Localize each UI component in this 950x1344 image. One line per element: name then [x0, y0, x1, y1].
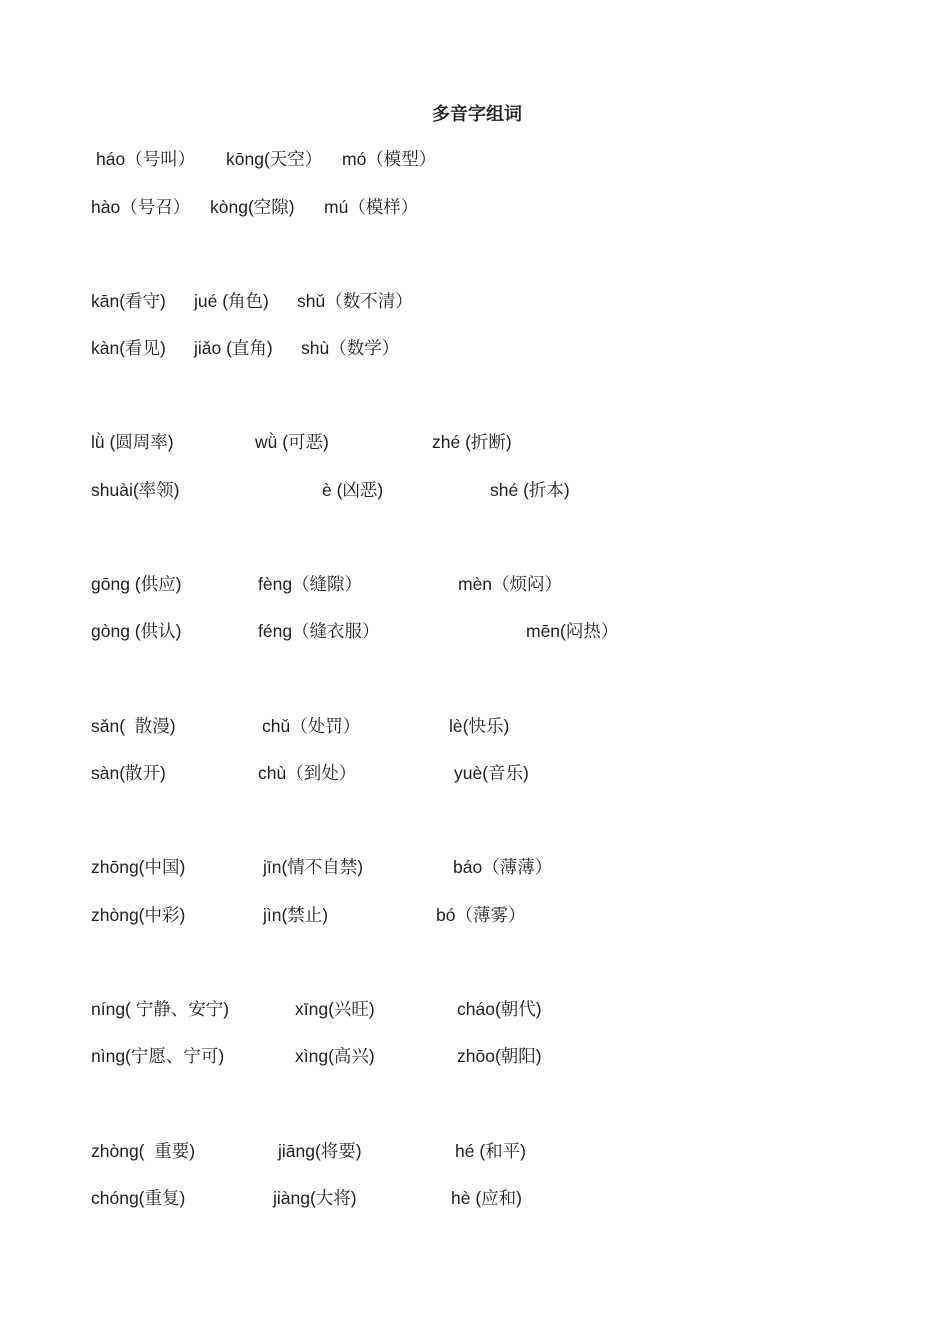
- entry-text: kōng(天空）: [226, 149, 323, 169]
- list-item: [0, 1044, 950, 1070]
- entry-text: zhòng(中彩): [91, 905, 186, 925]
- entry-text: jué (角色): [194, 291, 269, 311]
- entry-text: mó（模型）: [342, 149, 437, 169]
- list-item: [0, 761, 950, 787]
- entry-text: zhōng(中国): [91, 857, 186, 877]
- entry-text: hào（号召）: [91, 197, 191, 217]
- list-item: [0, 430, 950, 456]
- entry-text: kān(看守): [91, 291, 166, 311]
- entry-text: yuè(音乐): [454, 763, 529, 783]
- entry-text: mú（模样）: [324, 197, 419, 217]
- entry-text: nìng(宁愿、宁可): [91, 1046, 225, 1066]
- entry-text: cháo(朝代): [457, 999, 542, 1019]
- entry-text: shù（数学）: [301, 338, 400, 358]
- list-item: [0, 478, 950, 504]
- entry-text: lè(快乐): [449, 716, 510, 736]
- entry-text: háo（号叫）: [96, 149, 196, 169]
- entry-text: féng（缝衣服）: [258, 621, 380, 641]
- entry-text: shuài(率领): [91, 480, 180, 500]
- entry-text: chù（到处）: [258, 763, 357, 783]
- entry-text: chǔ（处罚）: [262, 716, 361, 736]
- entry-text: sàn(散开): [91, 763, 166, 783]
- entry-text: mèn（烦闷）: [458, 574, 563, 594]
- list-item: [0, 195, 950, 221]
- list-item: [0, 572, 950, 598]
- entry-text: zhòng( 重要): [91, 1141, 196, 1161]
- entry-text: fèng（缝隙）: [258, 574, 363, 594]
- entry-text: chóng(重复): [91, 1188, 186, 1208]
- entry-text: sǎn( 散漫): [91, 716, 176, 736]
- entry-text: shé (折本): [490, 480, 570, 500]
- entry-text: lǜ (圆周率): [91, 432, 174, 452]
- entry-text: wǜ (可恶): [255, 432, 329, 452]
- entry-text: zhōo(朝阳): [457, 1046, 542, 1066]
- entry-text: è (凶恶): [322, 480, 384, 500]
- list-item: [0, 903, 950, 929]
- entry-text: xìng(高兴): [295, 1046, 375, 1066]
- list-item: [0, 855, 950, 881]
- entry-text: shǔ（数不清）: [297, 291, 413, 311]
- entry-text: mēn(闷热）: [526, 621, 619, 641]
- entry-text: báo（薄薄）: [453, 857, 553, 877]
- page-title: 多音字组词: [432, 104, 522, 124]
- entry-text: gòng (供认): [91, 621, 182, 641]
- entry-text: bó（薄雾）: [436, 905, 526, 925]
- list-item: [0, 336, 950, 362]
- entry-text: jiàng(大将): [273, 1188, 357, 1208]
- entry-text: níng( 宁静、安宁): [91, 999, 230, 1019]
- list-item: [0, 1186, 950, 1212]
- list-item: [0, 714, 950, 740]
- list-item: [0, 147, 950, 173]
- entry-text: jīn(情不自禁): [263, 857, 364, 877]
- entry-text: kòng(空隙): [210, 197, 295, 217]
- entry-text: hè (应和): [451, 1188, 522, 1208]
- entry-text: zhé (折断): [432, 432, 512, 452]
- entry-text: jiǎo (直角): [194, 338, 273, 358]
- list-item: [0, 997, 950, 1023]
- list-item: [0, 1139, 950, 1165]
- list-item: [0, 289, 950, 315]
- entry-text: gōng (供应): [91, 574, 182, 594]
- entry-text: xīng(兴旺): [295, 999, 375, 1019]
- entry-text: kàn(看见): [91, 338, 166, 358]
- entry-text: hé (和平): [455, 1141, 526, 1161]
- entry-text: jìn(禁止): [263, 905, 329, 925]
- entry-text: jiāng(将要): [278, 1141, 362, 1161]
- list-item: [0, 619, 950, 645]
